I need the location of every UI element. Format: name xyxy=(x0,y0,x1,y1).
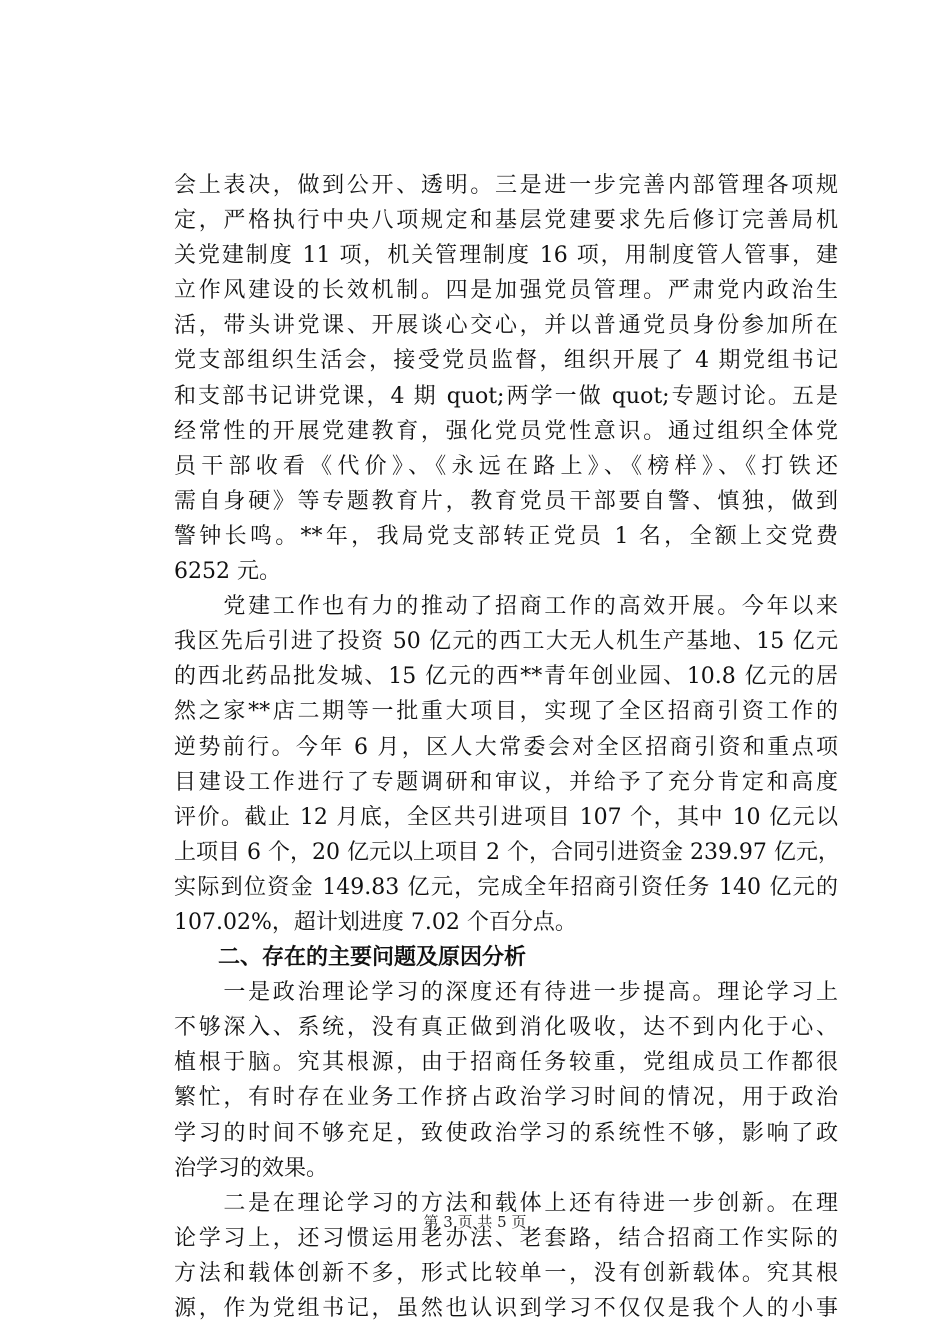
body-line: 的西北药品批发城、15 亿元的西**青年创业园、10.8 亿元的居 xyxy=(174,664,838,690)
body-line: 目建设工作进行了专题调研和审议，并给予了充分肯定和高度 xyxy=(174,769,838,795)
document-body xyxy=(174,168,838,1326)
body-line: 治学习的效果。 xyxy=(174,1155,329,1181)
body-line: 6252 元。 xyxy=(174,559,281,585)
body-line: 关党建制度 11 项，机关管理制度 16 项，用制度管人管事，建 xyxy=(174,243,838,269)
body-line: 107.02%，超计划进度 7.02 个百分点。 xyxy=(174,909,577,935)
body-line: 然之家**店二期等一批重大项目，实现了全区招商引资工作的 xyxy=(174,699,838,725)
body-line: 经常性的开展党建教育，强化党员党性意识。通过组织全体党 xyxy=(174,418,838,444)
page-footer xyxy=(0,1212,950,1232)
body-line: 和支部书记讲党课，4 期 quot;两学一做 quot;专题讨论。五是 xyxy=(174,383,838,409)
body-line: 评价。截止 12 月底，全区共引进项目 107 个，其中 10 亿元以 xyxy=(174,804,838,830)
body-line: 方法和载体创新不多，形式比较单一，没有创新载体。究其根 xyxy=(174,1260,838,1286)
body-line: 定，严格执行中央八项规定和基层党建要求先后修订完善局机 xyxy=(174,208,838,234)
body-line: 会上表决，做到公开、透明。三是进一步完善内部管理各项规 xyxy=(174,173,838,198)
body-line: 实际到位资金 149.83 亿元，完成全年招商引资任务 140 亿元的 xyxy=(174,874,838,900)
body-line: 源，作为党组书记，虽然也认识到学习不仅仅是我个人的小事 xyxy=(174,1296,838,1321)
body-line: 需自身硬》等专题教育片，教育党员干部要自警、慎独，做到 xyxy=(174,488,838,514)
body-line: 党建工作也有力的推动了招商工作的高效开展。今年以来 xyxy=(174,594,838,620)
body-line: 繁忙，有时存在业务工作挤占政治学习时间的情况，用于政治 xyxy=(174,1085,838,1111)
body-line: 员干部收看《代价》、《永远在路上》、《榜样》、《打铁还 xyxy=(174,453,838,479)
body-line: 植根于脑。究其根源，由于招商任务较重，党组成员工作都很 xyxy=(174,1050,838,1076)
body-line: 一是政治理论学习的深度还有待进一步提高。理论学习上 xyxy=(174,980,838,1006)
section-heading: 二、存在的主要问题及原因分析 xyxy=(174,945,527,971)
body-line: 论学习上，还习惯运用老办法、老套路，结合招商工作实际的 xyxy=(174,1225,838,1251)
body-line: 活，带头讲党课、开展谈心交心，并以普通党员身份参加所在 xyxy=(174,313,838,339)
body-line: 党支部组织生活会，接受党员监督，组织开展了 4 期党组书记 xyxy=(174,348,838,374)
body-line: 逆势前行。今年 6 月，区人大常委会对全区招商引资和重点项 xyxy=(174,734,838,760)
body-line: 二是在理论学习的方法和载体上还有待进一步创新。在理 xyxy=(174,1190,838,1216)
body-line: 我区先后引进了投资 50 亿元的西工大无人机生产基地、15 亿元 xyxy=(174,629,838,655)
body-line: 上项目 6 个，20 亿元以上项目 2 个，合同引进资金 239.97 亿元， xyxy=(174,839,840,865)
body-line: 警钟长鸣。**年，我局党支部转正党员 1 名，全额上交党费 xyxy=(174,523,838,549)
body-line: 立作风建设的长效机制。四是加强党员管理。严肃党内政治生 xyxy=(174,278,838,304)
page-number-label: 第 3 页 共 5 页 xyxy=(423,1213,527,1231)
body-line: 学习的时间不够充足，致使政治学习的系统性不够，影响了政 xyxy=(174,1120,838,1146)
body-line: 不够深入、系统，没有真正做到消化吸收，达不到内化于心、 xyxy=(174,1015,838,1041)
